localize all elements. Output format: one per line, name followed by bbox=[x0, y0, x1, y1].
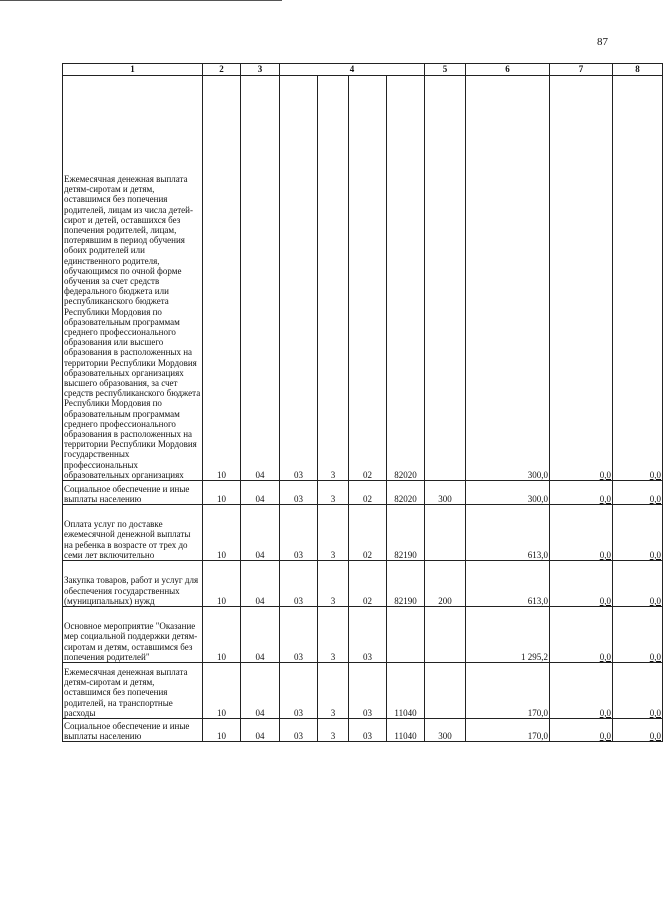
row-name: Оплата услуг по доставке ежемесячной денежной выплаты на ребенка в возрасте от трех до семи лет включительно bbox=[63, 505, 203, 561]
cell-direction: 11040 bbox=[387, 663, 425, 719]
table-row bbox=[63, 607, 663, 663]
cell-measure: 02 bbox=[349, 481, 387, 505]
row-name: Ежемесячная денежная выплата детям-сиротам и детям, оставшимся без попечения родителей, на транспортные расходы bbox=[63, 663, 203, 719]
cell-program: 03 bbox=[280, 561, 318, 607]
cell-subprogram: 3 bbox=[318, 505, 349, 561]
cell-expense-type: 200 bbox=[425, 561, 466, 607]
cell-program: 03 bbox=[280, 76, 318, 481]
cell-program: 03 bbox=[280, 505, 318, 561]
cell-col7: 0,0 bbox=[550, 663, 613, 719]
row-name: Ежемесячная денежная выплата детям-сиротам и детям, оставшимся без попечения родителей, лицам из числа детей-сирот и детей, оставшихся без попечения родителей, лицам, потерявшим в период обучения обоих родителей или единственного родителя, обучающимся по очной форме обучения за счет средств федерального бюджета или республиканского бюджета Республики Мордовия по образовательным программам среднего профессионального образования или высшего образования в расположенных на территории Республики Мордовия образовательных организациях высшего образования, за счет средств республиканского бюджета Республики Мордовия по образовательным программам среднего профессионального образования в расположенных на территории Республики Мордовия государственных профессиональных образовательных организациях bbox=[63, 76, 203, 481]
cell-expense-type bbox=[425, 607, 466, 663]
cell-program: 03 bbox=[280, 481, 318, 505]
table-row bbox=[63, 76, 663, 481]
cell-expense-type bbox=[425, 76, 466, 481]
cell-direction bbox=[387, 607, 425, 663]
header-col-4: 4 bbox=[280, 64, 425, 76]
header-col-8: 8 bbox=[613, 64, 663, 76]
cell-col7: 0,0 bbox=[550, 481, 613, 505]
top-rule bbox=[0, 0, 282, 1]
header-col-3: 3 bbox=[241, 64, 280, 76]
cell-subprogram: 3 bbox=[318, 76, 349, 481]
table-row bbox=[63, 505, 663, 561]
cell-subprogram: 3 bbox=[318, 607, 349, 663]
cell-program: 03 bbox=[280, 719, 318, 742]
cell-measure: 02 bbox=[349, 76, 387, 481]
cell-subprogram: 3 bbox=[318, 719, 349, 742]
row-name: Основное мероприятие "Оказание мер социальной поддержки детям-сиротам и детям, оставшимся без попечения родителей" bbox=[63, 607, 203, 663]
cell-col7: 0,0 bbox=[550, 561, 613, 607]
header-col-5: 5 bbox=[425, 64, 466, 76]
cell-amount: 300,0 bbox=[466, 76, 550, 481]
cell-col8: 0,0 bbox=[613, 607, 663, 663]
cell-direction: 82190 bbox=[387, 505, 425, 561]
table-row bbox=[63, 663, 663, 719]
cell-col7: 0,0 bbox=[550, 505, 613, 561]
cell-col8: 0,0 bbox=[613, 663, 663, 719]
cell-measure: 02 bbox=[349, 505, 387, 561]
cell-section: 10 bbox=[203, 719, 241, 742]
header-col-6: 6 bbox=[466, 64, 550, 76]
row-name: Социальное обеспечение и иные выплаты населению bbox=[63, 481, 203, 505]
cell-amount: 170,0 bbox=[466, 719, 550, 742]
cell-col7: 0,0 bbox=[550, 76, 613, 481]
cell-measure: 03 bbox=[349, 663, 387, 719]
table-row bbox=[63, 561, 663, 607]
cell-amount: 1 295,2 bbox=[466, 607, 550, 663]
cell-expense-type bbox=[425, 663, 466, 719]
cell-col8: 0,0 bbox=[613, 505, 663, 561]
cell-direction: 82020 bbox=[387, 481, 425, 505]
cell-measure: 03 bbox=[349, 719, 387, 742]
page-number: 87 bbox=[597, 36, 608, 48]
cell-col8: 0,0 bbox=[613, 719, 663, 742]
cell-section: 10 bbox=[203, 481, 241, 505]
cell-col8: 0,0 bbox=[613, 561, 663, 607]
cell-section: 10 bbox=[203, 76, 241, 481]
header-col-2: 2 bbox=[203, 64, 241, 76]
cell-amount: 300,0 bbox=[466, 481, 550, 505]
cell-subsection: 04 bbox=[241, 76, 280, 481]
cell-subsection: 04 bbox=[241, 607, 280, 663]
cell-direction: 82190 bbox=[387, 561, 425, 607]
cell-measure: 03 bbox=[349, 607, 387, 663]
cell-amount: 613,0 bbox=[466, 561, 550, 607]
cell-direction: 82020 bbox=[387, 76, 425, 481]
cell-col8: 0,0 bbox=[613, 481, 663, 505]
cell-direction: 11040 bbox=[387, 719, 425, 742]
cell-col7: 0,0 bbox=[550, 719, 613, 742]
cell-subsection: 04 bbox=[241, 719, 280, 742]
cell-col8: 0,0 bbox=[613, 76, 663, 481]
row-name: Закупка товаров, работ и услуг для обеспечения государственных (муниципальных) нужд bbox=[63, 561, 203, 607]
table-row bbox=[63, 481, 663, 505]
cell-col7: 0,0 bbox=[550, 607, 613, 663]
cell-subprogram: 3 bbox=[318, 561, 349, 607]
cell-expense-type bbox=[425, 505, 466, 561]
cell-section: 10 bbox=[203, 505, 241, 561]
row-name: Социальное обеспечение и иные выплаты населению bbox=[63, 719, 203, 742]
cell-section: 10 bbox=[203, 663, 241, 719]
cell-measure: 02 bbox=[349, 561, 387, 607]
cell-subsection: 04 bbox=[241, 663, 280, 719]
cell-expense-type: 300 bbox=[425, 481, 466, 505]
cell-amount: 613,0 bbox=[466, 505, 550, 561]
cell-section: 10 bbox=[203, 607, 241, 663]
header-col-7: 7 bbox=[550, 64, 613, 76]
cell-subsection: 04 bbox=[241, 481, 280, 505]
table-row bbox=[63, 719, 663, 742]
cell-subsection: 04 bbox=[241, 505, 280, 561]
cell-section: 10 bbox=[203, 561, 241, 607]
cell-subprogram: 3 bbox=[318, 663, 349, 719]
budget-table bbox=[62, 63, 663, 742]
cell-expense-type: 300 bbox=[425, 719, 466, 742]
cell-subsection: 04 bbox=[241, 561, 280, 607]
cell-subprogram: 3 bbox=[318, 481, 349, 505]
cell-program: 03 bbox=[280, 607, 318, 663]
header-row bbox=[63, 64, 663, 76]
header-col-1: 1 bbox=[63, 64, 203, 76]
cell-program: 03 bbox=[280, 663, 318, 719]
cell-amount: 170,0 bbox=[466, 663, 550, 719]
